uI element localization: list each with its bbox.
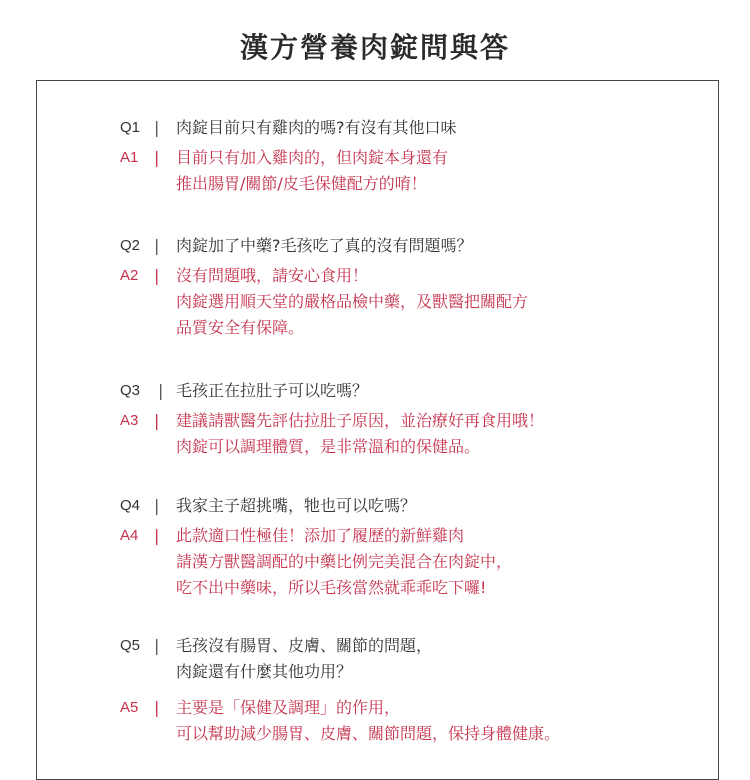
- qa-item-5: [120, 633, 720, 747]
- answer-1-line-2: [120, 171, 720, 197]
- answer-text: 目前只有加入雞肉的，但肉錠本身還有: [176, 148, 449, 167]
- qa-item-2: [120, 233, 720, 341]
- answer-5: [120, 695, 720, 721]
- divider: |: [158, 381, 164, 400]
- divider: |: [154, 236, 160, 255]
- question-text: 肉錠目前只有雞肉的嗎?有沒有其他口味: [176, 118, 457, 137]
- answer-tag: A1: [120, 149, 139, 166]
- question-5: [120, 633, 720, 659]
- answer-text: 沒有問題哦，請安心食用！: [176, 266, 369, 285]
- qa-item-4: [120, 493, 720, 601]
- answer-text: 請漢方獸醫調配的中藥比例完美混合在肉錠中，: [176, 552, 513, 571]
- answer-tag: A5: [120, 699, 139, 716]
- divider: |: [154, 636, 160, 655]
- divider: |: [154, 148, 160, 167]
- question-tag: Q3: [120, 382, 141, 399]
- answer-4-line-3: [120, 575, 720, 601]
- divider: |: [154, 496, 160, 515]
- answer-2: [120, 263, 720, 289]
- question-tag: Q4: [120, 497, 141, 514]
- question-text: 毛孩正在拉肚子可以吃嗎？: [176, 381, 369, 400]
- question-3: [120, 378, 720, 404]
- answer-4: [120, 523, 720, 549]
- question-1: [120, 115, 720, 141]
- answer-2-line-2: [120, 289, 720, 315]
- answer-text: 此款適口性極佳！添加了履歷的新鮮雞肉: [176, 526, 465, 545]
- divider: |: [154, 118, 160, 137]
- question-text: 肉錠還有什麼其他功用？: [176, 662, 353, 681]
- question-text: 肉錠加了中藥?毛孩吃了真的沒有問題嗎？: [176, 236, 473, 255]
- divider: |: [154, 411, 160, 430]
- question-text: 我家主子超挑嘴，牠也可以吃嗎？: [176, 496, 417, 515]
- answer-3: [120, 408, 720, 434]
- question-tag: Q1: [120, 119, 141, 136]
- answer-text: 品質安全有保障。: [176, 318, 305, 337]
- qa-item-3: [120, 378, 720, 460]
- answer-text: 主要是「保健及調理」的作用，: [176, 698, 401, 717]
- answer-text: 吃不出中藥味，所以毛孩當然就乖乖吃下囉!: [176, 578, 487, 597]
- qa-item-1: [120, 115, 720, 197]
- answer-text: 肉錠可以調理體質，是非常溫和的保健品。: [176, 437, 481, 456]
- answer-tag: A4: [120, 527, 139, 544]
- answer-text: 推出腸胃/關節/皮毛保健配方的唷！: [176, 174, 427, 193]
- divider: |: [154, 698, 160, 717]
- answer-3-line-2: [120, 434, 720, 460]
- answer-5-line-2: [120, 721, 720, 747]
- answer-text: 可以幫助減少腸胃、皮膚、關節問題，保持身體健康。: [176, 724, 561, 743]
- answer-tag: A2: [120, 267, 139, 284]
- divider: |: [154, 526, 160, 545]
- answer-tag: A3: [120, 412, 139, 429]
- question-4: [120, 493, 720, 519]
- answer-text: 肉錠選用順天堂的嚴格品檢中藥，及獸醫把關配方: [176, 292, 529, 311]
- page-title: 漢方營養肉錠問與答: [239, 31, 510, 64]
- question-text: 毛孩沒有腸胃、皮膚、關節的問題，: [176, 636, 433, 655]
- answer-1: [120, 145, 720, 171]
- answer-4-line-2: [120, 549, 720, 575]
- answer-text: 建議請獸醫先評估拉肚子原因，並治療好再食用哦！: [176, 411, 545, 430]
- question-tag: Q5: [120, 637, 141, 654]
- question-5-line-2: [120, 659, 720, 685]
- question-2: [120, 233, 720, 259]
- question-tag: Q2: [120, 237, 141, 254]
- answer-2-line-3: [120, 315, 720, 341]
- divider: |: [154, 266, 160, 285]
